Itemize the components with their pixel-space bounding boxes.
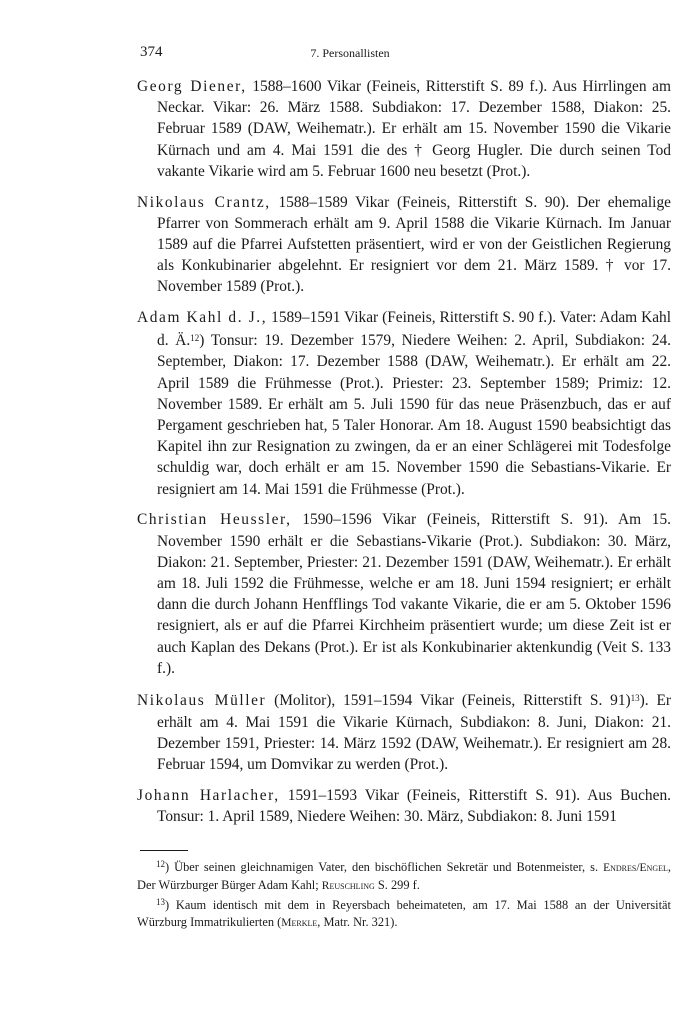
footnotes: [137, 856, 671, 931]
footnote-divider: [140, 850, 188, 851]
entry-name: Nikolaus Crantz,: [137, 193, 271, 211]
entry-text: 1589–1591 Vikar (Feineis, Ritterstift S. 90 f.). Vater: Adam Kahl d. Ä.: [157, 309, 672, 350]
entry-list: [137, 76, 671, 827]
entry-name: Johann Harlacher,: [137, 786, 280, 804]
entry-name: Christian Heussler,: [137, 511, 292, 529]
entry-johann-harlacher: [137, 785, 671, 827]
entry-text: 1588–1589 Vikar (Feineis, Ritterstift S. 90). Der ehemalige Pfarrer von Sommerach erhält am 9. April 1588 die Vikarie Kürnach. Im Januar 1589 auf die Pfarrei Aufstetten präsentiert, wird er von der Geistlichen Regierung als Konkubinarier abgelehnt. Er resigniert vor dem 21. März 1589. † vor 17. November 1589 (Prot.).: [157, 193, 671, 296]
footnote-text: ) Über seinen gleichnamigen Vater, den bischöflichen Sekretär und Botenmeister, s.: [165, 860, 604, 874]
footnote-text: ) Kaum identisch mit dem in Reyersbach beheimateten, am 17. Mai 1588 an der Universität Würzburg Immatrikulierten (: [137, 898, 671, 929]
entry-christian-heussler: [137, 509, 671, 679]
entry-nikolaus-mueller: [137, 688, 671, 775]
footnote-text: , Der Würzburger Bürger Adam Kahl;: [137, 860, 671, 892]
entry-nikolaus-crantz: [137, 192, 671, 298]
author-name: Reuschling: [321, 879, 375, 892]
entry-name: Adam Kahl d. J.,: [137, 309, 268, 327]
footnote-text: S. 299 f.: [374, 877, 420, 892]
entry-text: 1591–1593 Vikar (Feineis, Ritterstift S. 91). Aus Buchen. Tonsur: 1. April 1589, Niedere Weihen: 30. März, Subdiakon: 8. Juni 1591: [157, 786, 671, 825]
entry-text: ) Tonsur: 19. Dezember 1579, Niedere Weihen: 2. April, Subdiakon: 24. September, Diakon: 17. Dezember 1588 (DAW, Weihematr.). Er erhält am 22. April 1589 die Frühmesse (Prot.). Priester: 23. September 1589; Primiz: 12. November 1589. Er erhält am 5. Juli 1590 für das neue Präsenzbuch, das er auf Pergament geschrieben hat, 5 Taler Honorar. Am 18. August 1590 beabsichtigt das Kapitel ihn zur Resignation zu zwingen, da er an einer Schlägerei mit Todesfolge schuldig war, doch erhält er am 15. November 1590 die Sebastians-Vikarie. Er resigniert am 14. Mai 1591 die Frühmesse (Prot.).: [157, 332, 672, 498]
entry-text: 1590–1596 Vikar (Feineis, Ritterstift S. 91). Am 15. November 1590 erhält er die Sebastians-Vikarie (Prot.). Subdiakon: 30. März, Diakon: 21. September, Priester: 21. Dezember 1591 (DAW, Weihematr.). Er erhält am 18. Juli 1592 die Frühmesse, welche er am 18. Juni 1594 resigniert; er erhält dann die durch Johann Henfflings Tod vakante Vikarie, die er am 5. Oktober 1596 resigniert, als er auf die Pfarrei Kirchheim präsentiert wurde; um diese Zeit ist er auch Kaplan des Dekans (Prot.). Er ist als Konkubinarier aktenkundig (Veit S. 133 f.).: [157, 511, 671, 677]
footnote-reference: 12: [190, 333, 200, 344]
footnote-mark: 13: [156, 897, 165, 908]
running-head: 7. Personallisten: [310, 46, 390, 60]
entry-text: 1588–1600 Vikar (Feineis, Ritterstift S. 89 f.). Aus Hirrlingen am Neckar. Vikar: 26. März 1588. Subdiakon: 17. Dezember 1588, Diakon: 25. Februar 1589 (DAW, Weihematr.). Er erhält am 15. November 1590 die Vikarie Kürnach und am 4. Mai 1591 die des † Georg Hugler. Die durch seinen Tod vakante Vikarie wird am 5. Februar 1600 neu besetzt (Prot.).: [157, 78, 671, 180]
entry-georg-diener: [137, 76, 671, 182]
entry-text: ). Er erhält am 4. Mai 1591 die Vikarie Kürnach, Subdiakon: 8. Juni, Diakon: 21. Dezember 1591, Priester: 14. März 1592 (DAW, Weihematr.). Er resigniert am 28. Februar 1594, um Domvikar zu werden (Prot.).: [157, 692, 671, 774]
footnote-text: , Matr. Nr. 321).: [317, 914, 398, 929]
entry-adam-kahl: [137, 307, 671, 500]
footnote-reference: 13: [630, 693, 640, 704]
author-name: Endres/Engel: [603, 862, 668, 874]
entry-name: Georg Diener,: [137, 78, 247, 95]
footnote-13: [137, 894, 671, 931]
footnote-12: [137, 856, 671, 894]
entry-name: Nikolaus Müller: [137, 692, 267, 710]
page-number: 374: [140, 44, 163, 60]
footnote-mark: 12: [156, 859, 165, 869]
entry-text: (Molitor), 1591–1594 Vikar (Feineis, Ritterstift S. 91): [274, 692, 631, 710]
author-name: Merkle: [281, 916, 318, 929]
